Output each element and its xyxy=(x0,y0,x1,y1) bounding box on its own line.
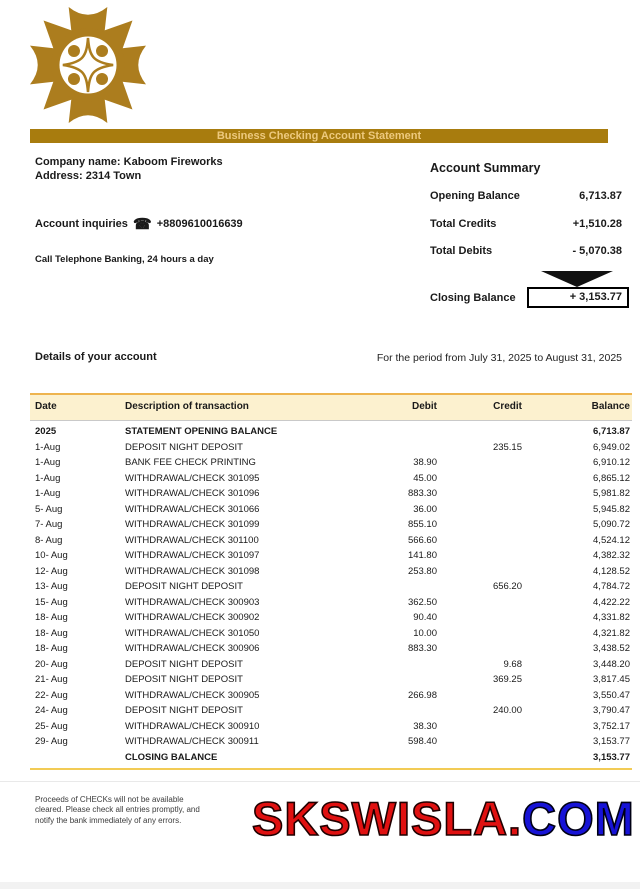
cell-date: 18- Aug xyxy=(35,612,68,623)
cell-date: 8- Aug xyxy=(35,534,63,546)
telebanking-line: Call Telephone Banking, 24 hours a day xyxy=(35,254,214,265)
cell-description: WITHDRAWAL/CHECK 301050 xyxy=(125,627,260,639)
cell-credit: 240.00 xyxy=(492,705,522,716)
cell-balance: 3,438.52 xyxy=(593,643,630,654)
compass-sun-icon xyxy=(30,4,146,126)
cell-balance: 5,945.82 xyxy=(593,503,630,515)
cell-debit: 253.80 xyxy=(407,565,437,577)
table-row xyxy=(30,628,632,644)
cell-debit: 598.40 xyxy=(407,736,437,747)
cell-date: 25- Aug xyxy=(35,720,68,732)
table-row xyxy=(30,488,632,504)
statement-title: Business Checking Account Statement xyxy=(216,130,422,142)
cell-date: 21- Aug xyxy=(35,674,68,685)
summary-label: Total Debits xyxy=(430,245,493,257)
table-row xyxy=(30,581,632,597)
cell-balance: 4,422.22 xyxy=(593,596,630,608)
cell-balance: 4,128.52 xyxy=(593,565,630,577)
watermark xyxy=(252,791,635,846)
cell-description: CLOSING BALANCE xyxy=(125,751,218,763)
table-row xyxy=(30,752,632,768)
cell-date: 15- Aug xyxy=(35,596,68,608)
cell-balance: 5,090.72 xyxy=(593,519,630,530)
cell-balance: 4,331.82 xyxy=(593,612,630,623)
summary-label: Total Credits xyxy=(430,218,497,230)
cell-date: 10- Aug xyxy=(35,550,68,561)
watermark-red-text: SKSWISLA. xyxy=(252,792,523,845)
header-credit: Credit xyxy=(493,401,522,412)
cell-debit: 90.40 xyxy=(413,612,437,623)
cell-date: 20- Aug xyxy=(35,658,68,670)
table-row xyxy=(30,659,632,675)
inquiries-phone-number: +8809610016639 xyxy=(156,218,243,230)
summary-value: +1,510.28 xyxy=(572,218,622,230)
statement-period: For the period from July 31, 2025 to August 31, 2025 xyxy=(376,352,622,364)
cell-description: WITHDRAWAL/CHECK 301095 xyxy=(125,472,260,484)
table-row xyxy=(30,721,632,737)
cell-date: 7- Aug xyxy=(35,519,63,530)
cell-balance: 6,949.02 xyxy=(593,441,630,453)
cell-balance: 4,321.82 xyxy=(593,627,630,639)
cell-date: 29- Aug xyxy=(35,736,68,747)
details-title: Details of your account xyxy=(35,351,157,363)
cell-balance: 3,817.45 xyxy=(593,674,630,685)
cell-date: 18- Aug xyxy=(35,627,68,639)
table-row xyxy=(30,426,632,442)
cell-description: WITHDRAWAL/CHECK 300906 xyxy=(125,643,260,654)
table-row xyxy=(30,442,632,458)
cell-debit: 566.60 xyxy=(407,534,437,546)
cell-description: DEPOSIT NIGHT DEPOSIT xyxy=(125,658,243,670)
account-inquiries-label: Account inquiries xyxy=(35,218,128,230)
table-bottom-rule xyxy=(30,768,632,770)
cell-credit: 9.68 xyxy=(503,658,522,670)
cell-balance: 3,153.77 xyxy=(593,751,630,763)
summary-row-total-credits xyxy=(430,218,622,230)
cell-description: WITHDRAWAL/CHECK 301097 xyxy=(125,550,260,561)
table-row xyxy=(30,705,632,721)
cell-balance: 4,524.12 xyxy=(593,534,630,546)
table-row xyxy=(30,612,632,628)
account-summary-title: Account Summary xyxy=(430,161,541,175)
transactions-body xyxy=(30,421,632,767)
watermark-blue-text: COM xyxy=(522,792,635,845)
transactions-table xyxy=(30,393,632,767)
cell-debit: 362.50 xyxy=(407,596,437,608)
cell-description: DEPOSIT NIGHT DEPOSIT xyxy=(125,441,243,453)
header-date: Date xyxy=(35,401,57,412)
cell-description: WITHDRAWAL/CHECK 300911 xyxy=(125,736,259,747)
header-description: Description of transaction xyxy=(125,401,249,412)
statement-title-bar xyxy=(30,129,608,143)
cell-date: 22- Aug xyxy=(35,689,68,701)
cell-description: WITHDRAWAL/CHECK 301099 xyxy=(125,519,260,530)
cell-date: 1-Aug xyxy=(35,488,61,499)
cell-description: DEPOSIT NIGHT DEPOSIT xyxy=(125,674,243,685)
closing-balance-label: Closing Balance xyxy=(430,292,516,304)
phone-icon: ☎ xyxy=(132,216,152,233)
cell-debit: 10.00 xyxy=(413,627,437,639)
cell-date: 5- Aug xyxy=(35,503,63,515)
cell-balance: 3,752.17 xyxy=(593,720,630,732)
header-balance: Balance xyxy=(591,401,630,412)
footer-divider xyxy=(0,781,640,782)
cell-credit: 235.15 xyxy=(492,441,522,453)
cell-debit: 883.30 xyxy=(407,643,437,654)
cell-balance: 3,790.47 xyxy=(593,705,630,716)
table-row xyxy=(30,597,632,613)
cell-description: DEPOSIT NIGHT DEPOSIT xyxy=(125,705,243,716)
table-row xyxy=(30,550,632,566)
table-row xyxy=(30,566,632,582)
table-row xyxy=(30,504,632,520)
cell-description: BANK FEE CHECK PRINTING xyxy=(125,457,256,468)
cell-description: WITHDRAWAL/CHECK 300905 xyxy=(125,689,260,701)
cell-debit: 38.90 xyxy=(413,457,437,468)
cell-description: WITHDRAWAL/CHECK 300902 xyxy=(125,612,260,623)
company-block xyxy=(35,156,223,183)
cell-date: 13- Aug xyxy=(35,581,68,592)
table-row xyxy=(30,473,632,489)
cell-description: DEPOSIT NIGHT DEPOSIT xyxy=(125,581,243,592)
cell-description: STATEMENT OPENING BALANCE xyxy=(125,426,278,437)
page-bottom-edge xyxy=(0,882,640,889)
cell-debit: 883.30 xyxy=(407,488,437,499)
cell-debit: 45.00 xyxy=(413,472,437,484)
summary-label: Opening Balance xyxy=(430,190,520,202)
header-debit: Debit xyxy=(412,401,437,412)
footer-note xyxy=(35,795,200,826)
footer-line: notify the bank immediately of any errors. xyxy=(35,815,182,825)
closing-balance-box: + 3,153.77 xyxy=(527,287,629,308)
summary-row-opening-balance xyxy=(430,190,622,202)
table-row xyxy=(30,736,632,752)
bank-logo xyxy=(30,4,146,126)
cell-balance: 6,865.12 xyxy=(593,472,630,484)
cell-balance: 3,448.20 xyxy=(593,658,630,670)
cell-description: WITHDRAWAL/CHECK 300910 xyxy=(125,720,260,732)
cell-date: 2025 xyxy=(35,426,57,437)
company-address: Address: 2314 Town xyxy=(35,169,142,182)
summary-value: - 5,070.38 xyxy=(572,245,622,257)
cell-debit: 36.00 xyxy=(413,503,437,515)
cell-balance: 4,784.72 xyxy=(593,581,630,592)
cell-debit: 855.10 xyxy=(407,519,437,530)
cell-balance: 3,153.77 xyxy=(593,736,630,747)
footer-line: cleared. Please check all entries promptly, and xyxy=(35,805,200,815)
table-row xyxy=(30,674,632,690)
cell-date: 1-Aug xyxy=(35,457,61,468)
table-row xyxy=(30,535,632,551)
company-name: Company name: Kaboom Fireworks xyxy=(35,156,223,168)
cell-date: 1-Aug xyxy=(35,441,61,453)
footer-line: Proceeds of CHECKs will not be available xyxy=(35,795,184,804)
cell-credit: 369.25 xyxy=(492,674,522,685)
cell-balance: 6,713.87 xyxy=(593,426,630,437)
summary-value: 6,713.87 xyxy=(579,190,622,202)
cell-balance: 5,981.82 xyxy=(593,488,630,499)
table-row xyxy=(30,643,632,659)
table-row xyxy=(30,457,632,473)
cell-description: WITHDRAWAL/CHECK 301098 xyxy=(125,565,260,577)
cell-description: WITHDRAWAL/CHECK 300903 xyxy=(125,596,260,608)
cell-balance: 6,910.12 xyxy=(593,457,630,468)
table-row xyxy=(30,519,632,535)
cell-description: WITHDRAWAL/CHECK 301100 xyxy=(125,534,259,546)
cell-date: 18- Aug xyxy=(35,643,68,654)
table-header xyxy=(30,393,632,421)
cell-debit: 266.98 xyxy=(407,689,437,701)
cell-date: 24- Aug xyxy=(35,705,68,716)
cell-description: WITHDRAWAL/CHECK 301066 xyxy=(125,503,260,515)
table-row xyxy=(30,690,632,706)
cell-debit: 38.30 xyxy=(413,720,437,732)
cell-date: 1-Aug xyxy=(35,472,61,484)
cell-balance: 4,382.32 xyxy=(593,550,630,561)
cell-date: 12- Aug xyxy=(35,565,68,577)
cell-debit: 141.80 xyxy=(407,550,437,561)
arrow-down-icon xyxy=(541,271,613,287)
account-inquiries-line xyxy=(35,215,243,233)
cell-balance: 3,550.47 xyxy=(593,689,630,701)
cell-description: WITHDRAWAL/CHECK 301096 xyxy=(125,488,260,499)
summary-row-total-debits xyxy=(430,245,622,257)
cell-credit: 656.20 xyxy=(492,581,522,592)
